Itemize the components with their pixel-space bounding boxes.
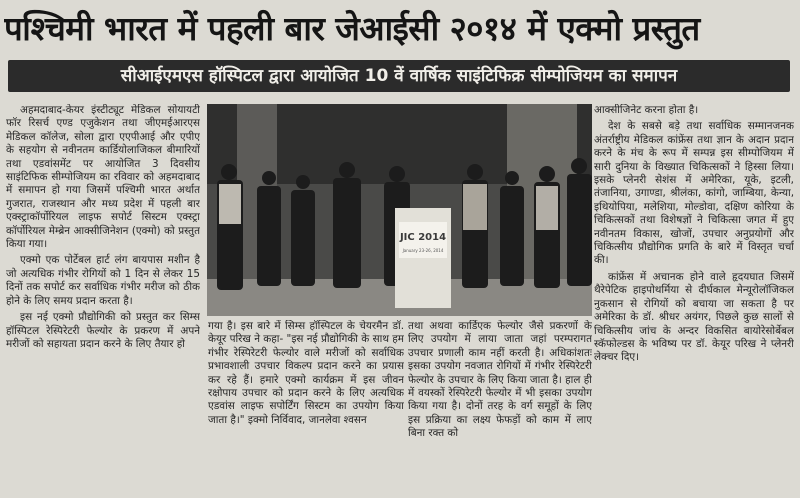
column-2 [208,320,404,496]
shirt-highlight [463,184,487,230]
column-3 [408,320,592,496]
column-2-paragraph: गया है। इस बारे में सिम्स हॉस्पिटल के चेयरमैन डॉ. केयूर परिख ने कहा- "इस नई प्रौद्योगिकी के साथ हम गंभीर रेस्पिरेटरी फेल्योर वाले मरीजों को सर्वाधिक प्रभावशाली उपचार विकल्प प्रदान करने का प्रयास कर रहे हैं। हमारे एक्मो कार्यक्रम में इस जीवन रक्षोपाय उपचार को प्रदान करने के लिए अत्यधिक एडवांस लाइफ सपोर्टिंग सिस्टम का उपयोग किया जाता है।" इक्मो निर्विवाद, जानलेवा श्वसन [208,320,404,426]
subheadline: सीआईएमएस हॉस्पिटल द्वारा आयोजित 10 वें वार्षिक साइंटिफिक्र सीम्पोजियम का समापन [8,60,790,92]
headline: पश्चिमी भारत में पहली बार जेआईसी २०१४ में एक्मो प्रस्तुत [4,9,700,48]
event-photo [207,104,592,316]
column-3-paragraph: तथा अथवा कार्डिएक फेल्योर जैसे प्रकरणों के लिए उपयोग में लाया जाता जहां परम्परागत उपचार प्रणाली काम नहीं करती है। अधिकांशतः इसका उपयोग नवजात रोगियों में गंभीर रेस्पिरेटरी फेल्योर के उपचार के लिए किया जाता है। हाल ही में वयस्कों रेस्पिरेटरी फेल्योर में भी इसका उपयोग किया गया है। दोनों तरह के वर्ग समूहों के लिए इस प्रक्रिया का लक्ष्य फेफड़ों को काम में लाए बिना रक्त को [408,320,592,440]
column-1-paragraph: एक्मो एक पोर्टेबल हार्ट लंग बायपास मशीन है जो अत्यधिक गंभीर रोगियों को 1 दिन से लेकर 15 दिनों तक सपोर्ट कर सर्वाधिक गंभीर मरीज को ठीक होने के लिए समय प्रदान करता है। [6,254,200,307]
column-1-paragraph: इस नई एक्मो प्रौद्योगिकी को प्रस्तुत कर सिम्स हॉस्पिटल रेस्पिरेटरी फेल्योर के प्रकरण में अपने मरीजों को सहायता प्रदान करने के लिए तैयार हो [6,311,200,350]
column-4-paragraph: आक्सीजिनेट करना होता है। [594,104,699,116]
podium-banner-text: JIC 2014 [399,232,447,243]
event-photo-drawing [207,104,592,316]
shirt-highlight [219,184,241,224]
podium-banner-subtext: January 23-26, 2014 [402,248,444,253]
shirt-highlight [536,186,558,230]
column-1-paragraph: अहमदाबाद-केयर इंस्टीट्यूट मेडिकल सोयायटी फॉर रिसर्च एण्ड एजुकेशन तथा जीएमईआरएस मेडिकल कॉलेज, सोला द्वारा एएपीआई और एपीए के सहयोग से नवीनतम कार्डियोलाजिकल बीमारियों तथा एडवांसमेंट पर आयोजित 3 दिवसीय साइंटिफिक सीम्पोजियम का रविवार को अहमदाबाद में समापन हो गया जिसमें पश्चिमी भारत अर्थात गुजरात, राजस्थान और मध्य प्रदेश में पहली बार एक्स्ट्राकॉर्पोरियल लाइफ सपोर्ट सिस्टम एक्स्ट्रा कॉर्पोरियल मेम्ब्रेन आक्सीजिनेशन (एक्मो) को प्रस्तुत किया गया। [6,104,200,251]
column-1 [6,104,200,496]
column-4-paragraph: देश के सबसे बड़े तथा सर्वाधिक सम्मानजनक अंतर्राष्ट्रीय मेडिकल कांफ्रेंस तथा ज्ञान के अदान प्रदान करने के मंच के रूप में सम्पन्न इस सीम्पोजियम में सारी दुनिया के विख्यात चिकित्सकों ने हिस्सा लिया। इसके प्लेनरी सेशंस में अमेरिका, यूके, इटली, तंजानिया, उगाण्डा, श्रीलंका, कांगो, जाम्बिया, केन्या, इथियोपिया, मलेशिया, मोल्डोवा, दक्षिण कोरिया के चिकित्सकों तथा विशेषज्ञों ने चिकित्सा जगत में हुए नवीनतम विकास, खोजों, उपचार अनुप्रयोगों और चिकित्सीय प्रौद्योगिक प्रगति के बारे में विस्तृत चर्चा की। [594,120,794,267]
column-4 [594,104,794,496]
column-4-paragraph: कांफ्रेंस में अचानक होने वाले हृदयघात जिसमें थैरेपेटिक हाइपोथर्मिया से दीर्घकाल मेन्यूरोलॉजिकल नुकसान से रोगियों को बचाया जा सकता है पर अमेरिका के डॉ. श्रीधर अयंगर, पिछले कुछ सालों से चिकित्सीय जांच के अन्दर विकसित बायोरेसोर्बेबल स्कॅफोल्डस के भविष्य पर डॉ. केयूर परिख ने प्लेनरी लेक्चर दिए। [594,270,794,364]
